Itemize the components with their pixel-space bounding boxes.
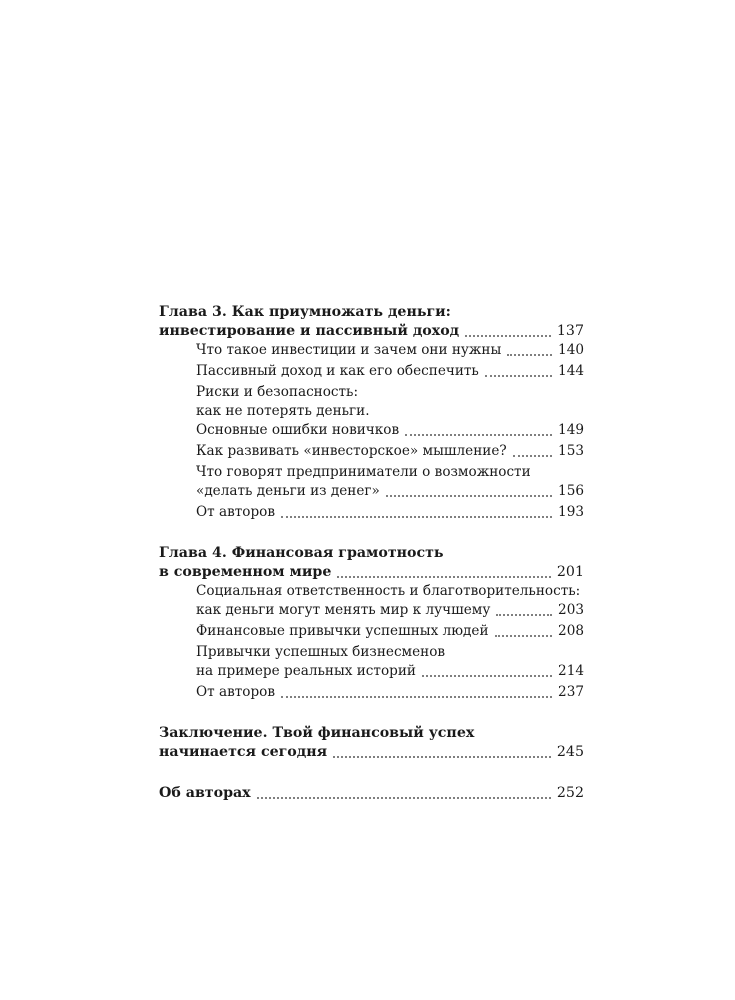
- dot-leader: [507, 354, 552, 356]
- page-number: 156: [558, 483, 584, 499]
- page-number: 144: [558, 363, 584, 379]
- toc-entry[interactable]: [196, 383, 584, 440]
- page-number: 149: [558, 422, 584, 438]
- dot-leader: [257, 797, 551, 799]
- page-number: 252: [556, 785, 584, 801]
- chapter-title-row[interactable]: [159, 784, 584, 803]
- dot-leader: [337, 576, 551, 578]
- page-number: 137: [556, 323, 584, 339]
- dot-leader: [485, 375, 552, 377]
- entry-title-line: Риски и безопасность:: [196, 384, 359, 400]
- entry-title: «делать деньги из денег»: [196, 483, 380, 499]
- toc-entry[interactable]: [196, 683, 584, 702]
- toc-entry[interactable]: [196, 341, 584, 360]
- entry-title: Финансовые привычки успешных людей: [196, 623, 489, 639]
- entry-title: на примере реальных историй: [196, 663, 416, 679]
- page-number: 153: [558, 443, 584, 459]
- toc-about-authors: [159, 784, 584, 803]
- toc-entry[interactable]: [196, 503, 584, 522]
- toc-chapter-4: [159, 544, 584, 702]
- page-number: 193: [558, 504, 584, 520]
- toc-entry[interactable]: [196, 643, 584, 681]
- dot-leader: [405, 434, 552, 436]
- chapter-title: Об авторах: [159, 785, 251, 801]
- dot-leader: [496, 614, 552, 616]
- toc-chapter-3: [159, 303, 584, 522]
- toc-entry[interactable]: [196, 362, 584, 381]
- dot-leader: [333, 756, 551, 758]
- table-of-contents: [159, 303, 584, 825]
- entry-title-line: Привычки успешных бизнесменов: [196, 644, 446, 660]
- toc-entry[interactable]: [196, 582, 584, 620]
- dot-leader: [422, 675, 552, 677]
- page-number: 203: [558, 602, 584, 618]
- entry-title: Как развивать «инвесторское» мышление?: [196, 443, 507, 459]
- dot-leader: [465, 335, 551, 337]
- chapter-title-line: Глава 4. Финансовая грамотность: [159, 545, 444, 561]
- toc-entry[interactable]: [196, 463, 584, 501]
- chapter-title-line: начинается сегодня: [159, 744, 328, 760]
- entry-title: Пассивный доход и как его обеспечить: [196, 363, 479, 379]
- dot-leader: [495, 635, 553, 637]
- chapter-title-line: инвестирование и пассивный доход: [159, 323, 460, 339]
- entry-title: как деньги могут менять мир к лучшему: [196, 602, 491, 618]
- entry-title-line: как не потерять деньги.: [196, 403, 370, 419]
- dot-leader: [281, 696, 552, 698]
- entry-title-line: Что говорят предприниматели о возможности: [196, 464, 531, 480]
- chapter-title-line: в современном мире: [159, 564, 332, 580]
- page-number: 245: [556, 744, 584, 760]
- page-number: 214: [558, 663, 584, 679]
- entry-title: Основные ошибки новичков: [196, 422, 400, 438]
- entry-title-line: Социальная ответственность и благотворительность:: [196, 583, 581, 599]
- page-number: 201: [556, 564, 584, 580]
- entry-title: Что такое инвестиции и зачем они нужны: [196, 342, 502, 358]
- page-number: 140: [558, 342, 584, 358]
- toc-entry[interactable]: [196, 442, 584, 461]
- chapter-title-row[interactable]: [159, 563, 584, 582]
- entry-title: От авторов: [196, 504, 275, 520]
- toc-entry[interactable]: [196, 622, 584, 641]
- chapter-title-row[interactable]: [159, 743, 584, 762]
- entry-title: От авторов: [196, 684, 275, 700]
- chapter-title-line: Глава 3. Как приумножать деньги:: [159, 304, 451, 320]
- dot-leader: [386, 495, 552, 497]
- chapter-title-line: Заключение. Твой финансовый успех: [159, 725, 475, 741]
- toc-conclusion: [159, 724, 584, 762]
- page-number: 208: [558, 623, 584, 639]
- dot-leader: [281, 516, 552, 518]
- page-number: 237: [558, 684, 584, 700]
- dot-leader: [513, 455, 552, 457]
- chapter-title-row[interactable]: [159, 322, 584, 341]
